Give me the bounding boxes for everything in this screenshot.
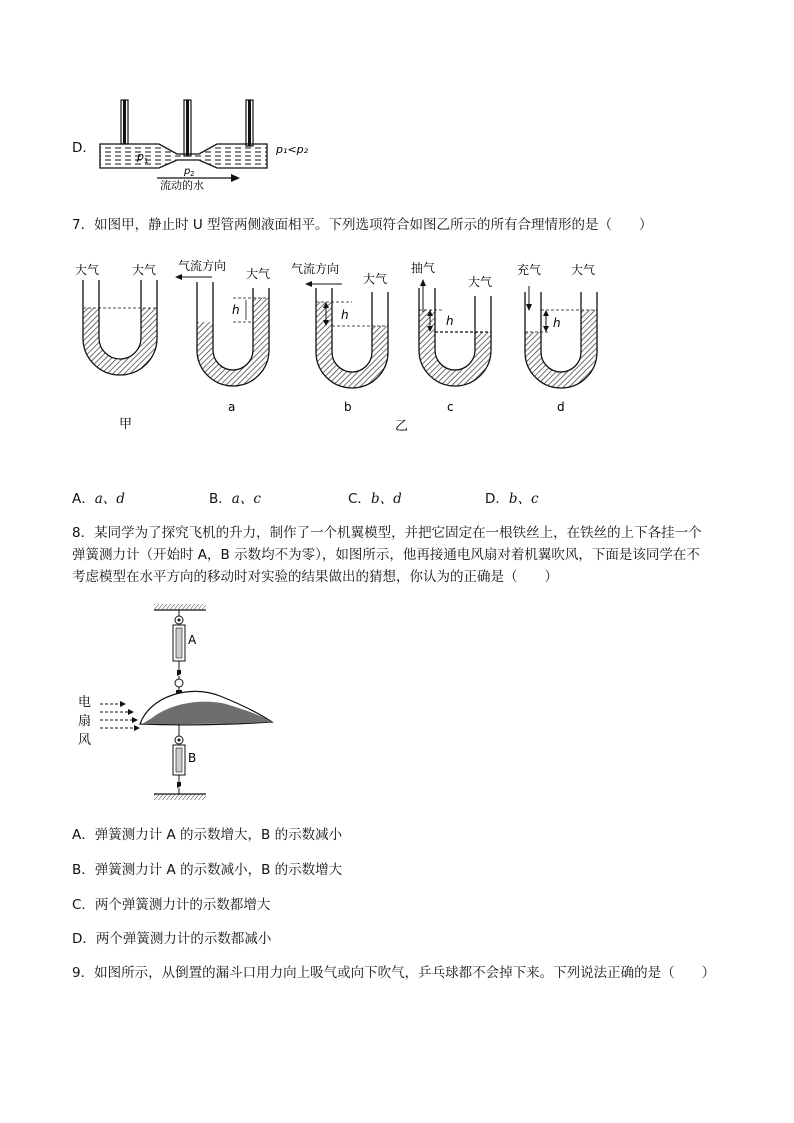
figure-jia-label: 甲 (119, 417, 133, 432)
c-daqi: 大气 (468, 275, 493, 289)
a-h-label: h (232, 303, 240, 317)
floor (154, 794, 206, 800)
option-text: b、c (508, 491, 539, 507)
q7-option-a[interactable] (72, 490, 125, 508)
d-h-label: h (553, 316, 561, 330)
sub-d-label: d (557, 400, 565, 414)
c-h-label: h (446, 314, 454, 328)
scale-b-label: B (188, 751, 197, 765)
option-letter: C． (348, 491, 371, 507)
b-daqi: 大气 (363, 272, 388, 286)
a-daqi: 大气 (246, 267, 271, 281)
q7-stem: 7．如图甲，静止时 U 型管两侧液面相平。下列选项符合如图乙所示的所有合理情形的是（ ） (72, 217, 653, 233)
b-airflow-label: 气流方向 (291, 262, 340, 276)
q8-wing-figure (70, 600, 280, 805)
spring-scale-a (173, 616, 197, 676)
sub-c-label: c (447, 400, 454, 414)
fan-label-1: 电 (78, 695, 92, 710)
q7-option-d[interactable] (485, 490, 539, 508)
option-letter: B． (209, 491, 232, 507)
fan-label-3: 风 (78, 733, 92, 748)
q7-u-tube-figure (70, 252, 620, 442)
sub-b-label: b (344, 400, 352, 414)
jia-daqi-left: 大气 (75, 263, 100, 277)
pressure-relation: p₁<p₂ (276, 143, 309, 156)
option-letter: D． (485, 491, 509, 507)
p1-sub: 1 (144, 157, 149, 165)
u-tube-a (175, 258, 270, 414)
ceiling (154, 604, 206, 610)
q8-stem-line2: 弹簧测力计（开始时 A，B 示数均不为零），如图所示，他再接通电风扇对着机翼吹风，下面是该同学在不 (72, 547, 700, 563)
fan-label-2: 扇 (78, 714, 92, 729)
b-h-label: h (341, 308, 349, 322)
q7-option-b[interactable] (209, 490, 261, 508)
figure-yi-label: 乙 (395, 419, 409, 434)
flow-label: 流动的水 (160, 179, 204, 190)
q8-stem-line3: 考虑模型在水平方向的移动时对实验的结果做出的猜想，你认为的正确是（ ） (72, 569, 558, 585)
u-tube-d (517, 262, 597, 414)
q6-option-d-label[interactable]: D． (72, 140, 96, 156)
u-tube-b (291, 261, 388, 414)
q8-stem-line1: 8．某同学为了探究飞机的升力，制作了一个机翼模型，并把它固定在一根铁丝上，在铁丝的上下各挂一个 (72, 525, 702, 541)
p2-label: p (184, 166, 191, 177)
sub-a-label: a (228, 400, 236, 414)
q8-option-a[interactable]: A．弹簧测力计 A 的示数增大，B 的示数减小 (72, 827, 343, 843)
q8-option-d[interactable]: D．两个弹簧测力计的示数都减小 (72, 931, 272, 947)
option-letter: A． (72, 491, 95, 507)
scale-a-label: A (188, 633, 197, 647)
q9-stem: 9．如图所示，从倒置的漏斗口用力向上吸气或向下吹气，乒乓球都不会掉下来。下列说法正确的是（ ） (72, 965, 716, 981)
q7-option-c[interactable] (348, 490, 402, 508)
u-tube-c (411, 260, 492, 414)
p2-sub: 2 (190, 170, 195, 178)
q6-pipe-figure (95, 98, 320, 190)
p1-label: p (137, 150, 144, 163)
option-text: a、c (231, 491, 261, 507)
option-text: a、d (94, 491, 125, 507)
flow-arrowhead (231, 174, 240, 182)
d-daqi: 大气 (571, 263, 596, 277)
a-airflow-label: 气流方向 (178, 259, 227, 273)
q8-option-c[interactable]: C．两个弹簧测力计的示数都增大 (72, 897, 271, 913)
u-tube-jia (75, 262, 157, 432)
q8-option-b[interactable]: B．弹簧测力计 A 的示数减小，B 的示数增大 (72, 862, 343, 878)
option-text: b、d (370, 491, 402, 507)
spring-scale-b (173, 736, 196, 788)
jia-daqi-right: 大气 (132, 263, 157, 277)
c-chouqi-label: 抽气 (411, 261, 436, 275)
wind-arrows (100, 704, 134, 728)
d-chongqi-label: 充气 (517, 263, 542, 277)
